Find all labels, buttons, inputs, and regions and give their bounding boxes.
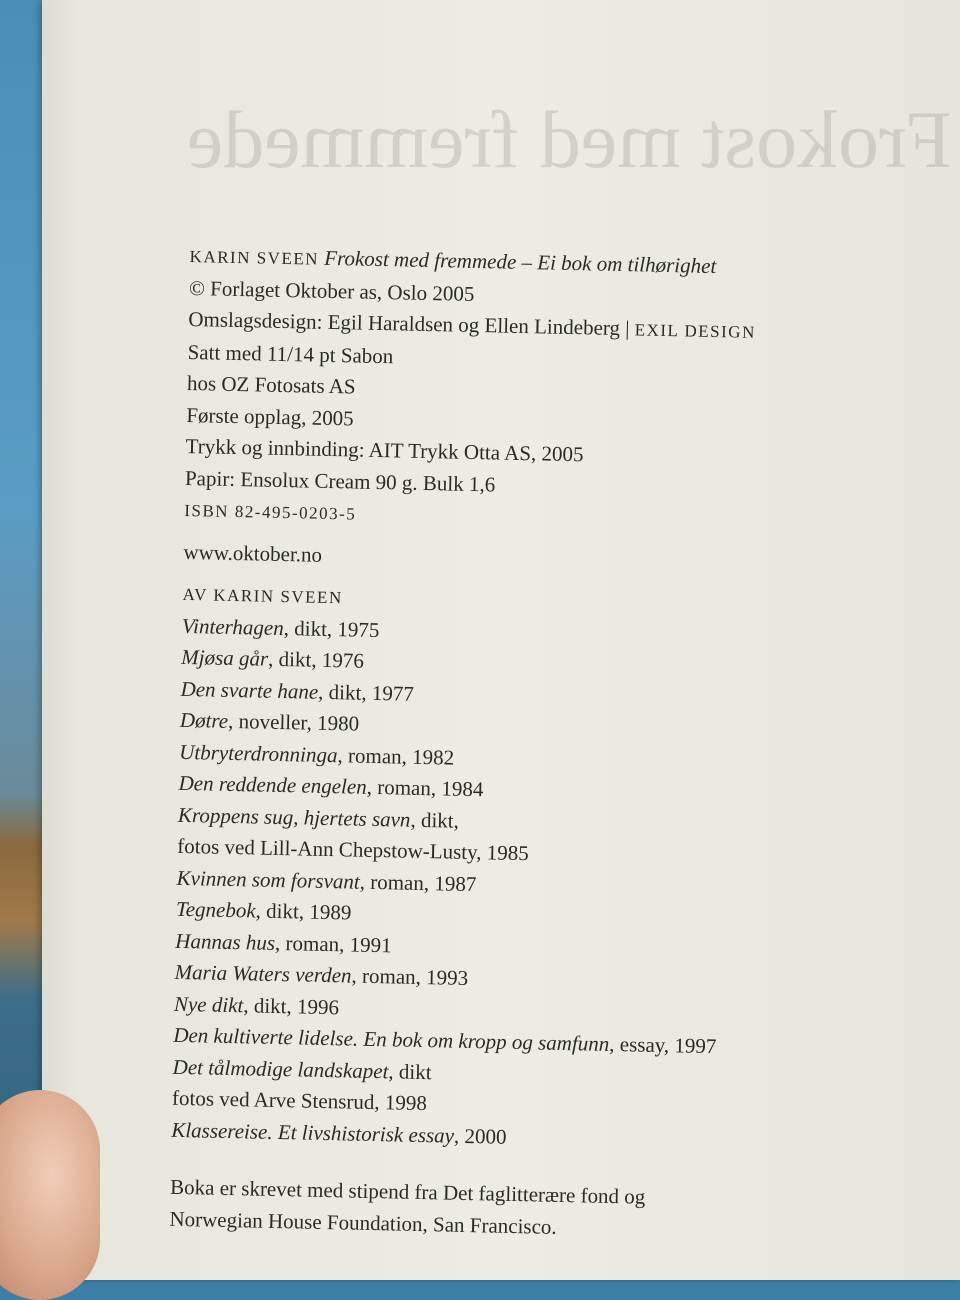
show-through-title: Frokost med fremmede <box>186 94 952 185</box>
edition-line: Første opplag, 2005 <box>186 402 354 430</box>
cover-design-text: Omslagsdesign: Egil Haraldsen og Ellen Lindeberg | <box>188 306 630 341</box>
list-item: Klassereise. Et livshistorisk essay, 2000 <box>171 1117 507 1149</box>
list-item: fotos ved Arve Stensrud, 1998 <box>171 1085 428 1116</box>
list-item: Det tålmodige landskapet, dikt <box>172 1054 432 1084</box>
colophon-text <box>169 240 830 1248</box>
list-item: Vinterhagen, dikt, 1975 <box>181 613 380 642</box>
funding-note-line-1: Boka er skrevet med stipend fra Det faglitterære fond og <box>169 1174 646 1209</box>
list-item: Den svarte hane, dikt, 1977 <box>180 676 415 706</box>
list-item: Maria Waters verden, roman, 1993 <box>174 959 469 990</box>
list-item: Den kultiverte lidelse. En bok om kropp og samfunn, essay, 1997 <box>173 1022 717 1059</box>
isbn: ISBN 82-495-0203-5 <box>184 500 357 524</box>
list-item: Hannas hus, roman, 1991 <box>175 928 392 957</box>
website-link: www.oktober.no <box>183 539 323 567</box>
book-title: Frokost med fremmede – Ei bok om tilhørighet <box>324 245 717 279</box>
list-item: Kvinnen som forsvant, roman, 1987 <box>176 865 477 896</box>
bibliography-list <box>171 610 822 1159</box>
typeset-line: Satt med 11/14 pt Sabon <box>187 339 394 368</box>
list-item: Mjøsa går, dikt, 1976 <box>181 644 365 673</box>
list-item: Den reddende engelen, roman, 1984 <box>178 770 484 802</box>
list-item: Utbryterdronninga, roman, 1982 <box>179 739 455 770</box>
bibliography-heading: AV KARIN SVEEN <box>182 584 343 608</box>
author-name: KARIN SVEEN <box>189 246 320 269</box>
copyright-line: © Forlaget Oktober as, Oslo 2005 <box>188 275 475 306</box>
paper-line: Papir: Ensolux Cream 90 g. Bulk 1,6 <box>184 465 496 496</box>
printing-line: Trykk og innbinding: AIT Trykk Otta AS, 2005 <box>185 433 584 467</box>
list-item: Kroppens sug, hjertets savn, dikt, <box>177 802 460 833</box>
thumb <box>0 1090 100 1300</box>
funding-note-line-2: Norwegian House Foundation, San Francisco. <box>169 1206 557 1239</box>
list-item: Døtre, noveller, 1980 <box>179 707 360 736</box>
list-item: Nye dikt, dikt, 1996 <box>173 991 340 1019</box>
list-item: fotos ved Lill-Ann Chepstow-Lusty, 1985 <box>177 833 530 866</box>
list-item: Tegnebok, dikt, 1989 <box>175 896 352 925</box>
book-page <box>42 0 960 1280</box>
book-cover-edge <box>0 0 46 1280</box>
typesetter-line: hos OZ Fotosats AS <box>186 370 356 399</box>
cover-design-studio: EXIL DESIGN <box>634 320 757 342</box>
